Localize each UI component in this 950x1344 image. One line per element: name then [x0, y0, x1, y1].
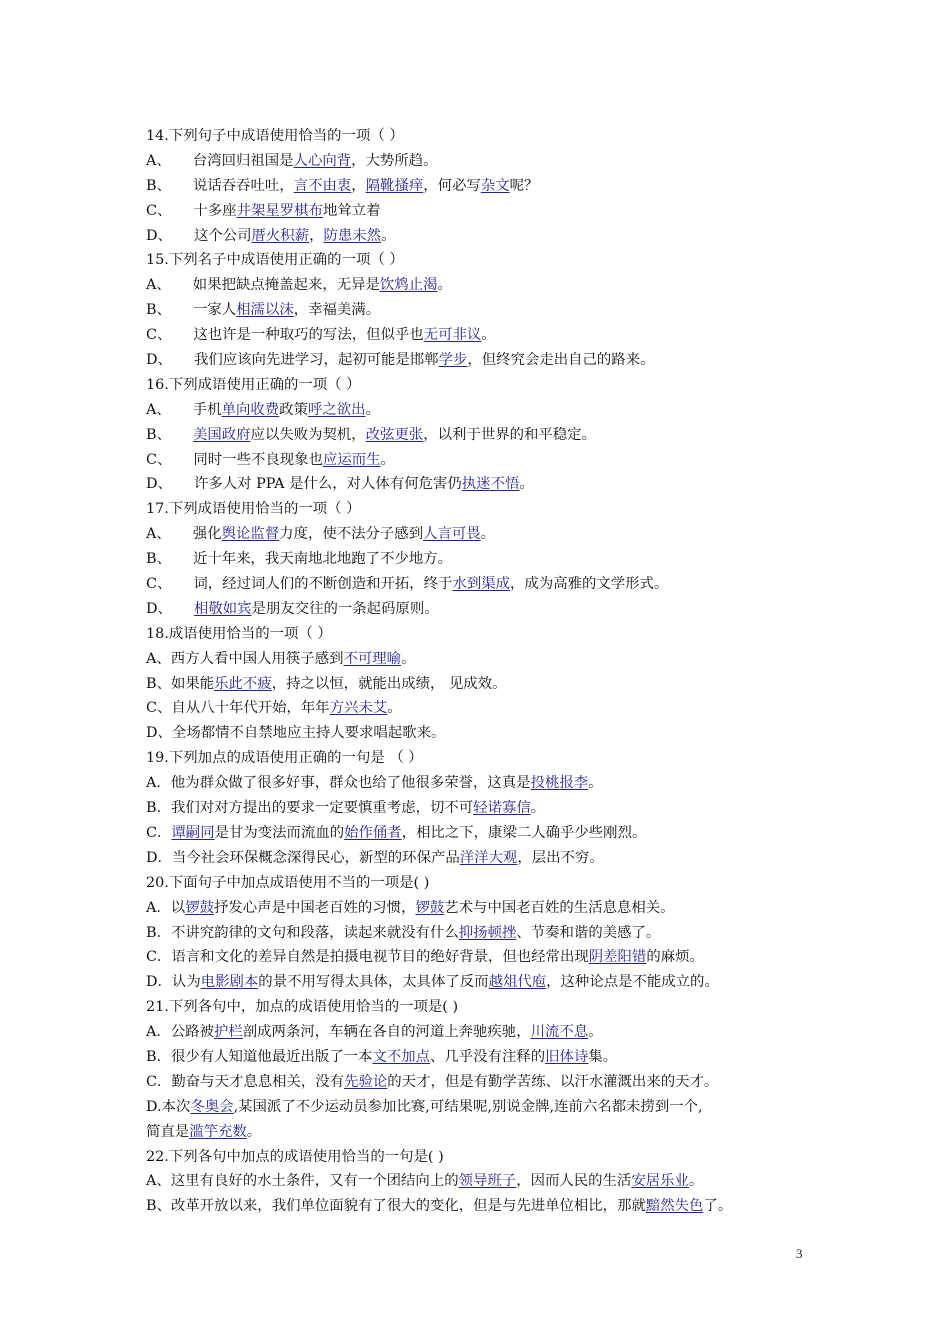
idiom-link[interactable]: 学步 — [438, 352, 468, 369]
text-segment: 政策 — [279, 401, 308, 418]
option-line — [146, 199, 826, 224]
text-segment: C．勤奋与天才息息相关，没有 — [146, 1073, 345, 1090]
question-line — [146, 995, 826, 1020]
option-line — [146, 448, 826, 473]
text-segment: 我们应该向先进学习，起初可能是邯郸 — [193, 352, 439, 369]
text-segment: 、节奏和谐的美感了。 — [516, 924, 661, 941]
text-segment: ，这种论点是不能成立的。 — [546, 974, 719, 991]
text-segment: B．不讲究韵律的文句和段落，读起来就没有什么 — [146, 924, 459, 941]
text-segment: 剖成两条河，车辆在各自的河道上奔驰疾驰， — [242, 1024, 531, 1041]
page-number: 3 — [796, 1246, 803, 1261]
idiom-link[interactable]: 轻诺寡信 — [473, 800, 531, 817]
text-segment: 。 — [380, 451, 395, 468]
option-line — [146, 224, 826, 249]
document-body — [146, 124, 826, 1219]
question-line — [146, 1120, 826, 1145]
option-label: D、 — [146, 352, 172, 369]
text-segment: 。 — [381, 227, 396, 244]
text-segment: 词，经过词人们的不断创造和开拓，终于 — [193, 576, 453, 593]
option-line — [146, 597, 826, 622]
idiom-link[interactable]: 相敬如宾 — [193, 600, 252, 617]
option-label: A、 — [146, 526, 171, 543]
option-label: D、 — [146, 476, 172, 493]
text-segment: 。 — [588, 1024, 603, 1041]
idiom-link[interactable]: 单向收费 — [221, 401, 280, 418]
text-segment: 这个公司 — [193, 227, 252, 244]
idiom-link[interactable]: 井架星罗棋布 — [236, 202, 323, 219]
text-segment: 18.成语使用恰当的一项（ ） — [146, 625, 332, 642]
text-segment: A．以 — [146, 899, 186, 916]
idiom-link[interactable]: 方兴未艾 — [329, 700, 388, 717]
text-segment: ，但终究会走出自己的路来。 — [467, 352, 655, 369]
idiom-link[interactable]: 执迷不悟 — [461, 476, 520, 493]
text-segment: 17.下列成语使用恰当的一项（ ） — [146, 501, 361, 518]
option-label: C、 — [146, 576, 172, 593]
question-line — [146, 821, 826, 846]
text-segment: A．他为群众做了很多好事，群众也给了他很多荣誉，这真是 — [146, 775, 531, 792]
text-segment: ，幸福美满。 — [293, 302, 381, 319]
text-segment: 19.下列加点的成语使用正确的一句是 （ ） — [146, 750, 423, 767]
idiom-link[interactable]: 投桃报李 — [530, 775, 589, 792]
idiom-link[interactable]: 水到渠成 — [452, 576, 511, 593]
idiom-link[interactable]: 相濡以沫 — [236, 302, 294, 319]
question-line — [146, 373, 826, 398]
text-segment: 。 — [365, 401, 380, 418]
question-line — [146, 1145, 826, 1170]
idiom-link[interactable]: 杂文 — [480, 177, 510, 194]
option-line — [146, 149, 826, 174]
text-segment: 台湾回归祖国是 — [192, 152, 294, 169]
text-segment: 许多人对 PPA 是什么，对人体有何危害仍 — [193, 476, 462, 493]
question-line — [146, 647, 826, 672]
text-segment: ， — [351, 177, 366, 194]
idiom-link[interactable]: 滥竽充数 — [189, 1123, 247, 1140]
text-segment: 是朋友交往的一条起码原则。 — [251, 600, 439, 617]
idiom-link[interactable]: 厝火积薪 — [251, 227, 310, 244]
text-segment: A、这里有良好的水土条件，又有一个团结向上的 — [146, 1173, 459, 1190]
text-segment: 近十年来，我天南地北地跑了不少地方。 — [192, 551, 453, 568]
text-segment: 的天才，但是有勤学苦练、以汗水灌溉出来的天才。 — [387, 1073, 719, 1090]
question-line — [146, 921, 826, 946]
text-segment: 。 — [437, 277, 452, 294]
text-segment: ，持之以恒，就能出成绩， 见成效。 — [271, 675, 507, 692]
idiom-link[interactable]: 谭嗣同 — [171, 824, 215, 841]
idiom-link[interactable]: 饮鸩止渴 — [379, 277, 438, 294]
question-line — [146, 1194, 826, 1219]
option-label: B、 — [146, 302, 171, 319]
text-segment: 。 — [481, 327, 496, 344]
text-segment: 呢？ — [509, 177, 539, 194]
text-segment: D.本次 — [146, 1098, 191, 1115]
option-line — [146, 398, 826, 423]
idiom-link[interactable]: 言不由衷 — [293, 177, 352, 194]
text-segment: 。 — [530, 800, 546, 817]
question-line — [146, 945, 826, 970]
option-line — [146, 174, 826, 199]
text-segment: ，成为高雅的文学形式。 — [510, 576, 669, 593]
text-segment: ,某国派了不少运动员参加比赛,可结果呢,别说金牌,连前六名都未捞到一个, — [233, 1098, 703, 1115]
option-label: C、 — [146, 202, 172, 219]
idiom-link[interactable]: 护栏 — [213, 1024, 243, 1041]
idiom-link[interactable]: 洋洋大观 — [459, 849, 518, 866]
text-segment: 。 — [480, 526, 496, 543]
text-segment: ，大势所趋。 — [351, 152, 438, 169]
option-line — [146, 348, 826, 373]
text-segment: ，因而人民的生活 — [516, 1173, 632, 1190]
question-line — [146, 1070, 826, 1095]
text-segment: 。 — [401, 650, 416, 667]
text-segment: 十多座 — [193, 202, 237, 219]
option-label: B、 — [146, 551, 171, 568]
text-segment: 20.下面句子中加点成语使用不当的一项是( ) — [146, 874, 430, 891]
text-segment: A、西方人看中国人用筷子感到 — [146, 650, 344, 667]
text-segment: 同时一些不良现象也 — [193, 451, 323, 468]
question-line — [146, 1045, 826, 1070]
text-segment: 说话吞吞吐吐， — [192, 177, 294, 194]
text-segment: A．公路被 — [146, 1024, 214, 1041]
idiom-link[interactable]: 旧体诗 — [545, 1048, 589, 1065]
text-segment: ，层出不穷。 — [517, 849, 604, 866]
idiom-link[interactable]: 黯然失色 — [645, 1198, 704, 1215]
text-segment: 简直是 — [146, 1123, 190, 1140]
text-segment: 的麻烦。 — [646, 949, 704, 966]
option-label: B、 — [146, 177, 171, 194]
question-line — [146, 746, 826, 771]
text-segment: ，何必写 — [423, 177, 481, 194]
text-segment: B．我们对对方提出的要求一定要慎重考虑，切不可 — [146, 800, 474, 817]
option-label: A、 — [146, 277, 171, 294]
text-segment: ， — [309, 227, 324, 244]
text-segment: 地耸立着 — [322, 202, 381, 219]
text-segment: 16.下列成语使用正确的一项（ ） — [146, 376, 361, 393]
idiom-link[interactable]: 川流不息 — [530, 1024, 589, 1041]
text-segment: 21.下列各句中，加点的成语使用恰当的一项是( ) — [146, 999, 459, 1016]
text-segment: C、自从八十年代开始，年年 — [146, 700, 330, 717]
idiom-link[interactable]: 锣鼓 — [185, 899, 214, 916]
idiom-link[interactable]: 先验论 — [344, 1073, 388, 1090]
text-segment: 手机 — [192, 401, 222, 418]
text-segment: C． — [146, 824, 172, 841]
text-segment: 。 — [246, 1123, 262, 1140]
question-line — [146, 1169, 826, 1194]
text-segment: C．语言和文化的差异自然是拍摄电视节目的绝好背景，但也经常出现 — [146, 949, 589, 966]
question-line — [146, 771, 826, 796]
idiom-link[interactable]: 领导班子 — [458, 1173, 517, 1190]
text-segment: 。 — [387, 700, 402, 717]
text-segment: 。 — [519, 476, 534, 493]
option-line — [146, 273, 826, 298]
idiom-link[interactable]: 防患未然 — [323, 227, 382, 244]
text-segment: 14.下列句子中成语使用恰当的一项（ ） — [146, 128, 404, 144]
idiom-link[interactable]: 乐此不疲 — [214, 675, 272, 692]
option-line — [146, 472, 826, 497]
idiom-link[interactable]: 无可非议 — [423, 327, 482, 344]
option-label: A、 — [146, 401, 171, 418]
text-segment: ，相比之下，康梁二人确乎少些刚烈。 — [401, 824, 647, 841]
text-segment: 、几乎没有注释的 — [430, 1048, 546, 1065]
idiom-link[interactable]: 舆论监督 — [221, 526, 280, 543]
question-line — [146, 124, 826, 149]
text-segment: 艺术与中国老百姓的生活息息相关。 — [444, 899, 675, 916]
idiom-link[interactable]: 应运而生 — [322, 451, 381, 468]
text-segment: 22.下列各句中加点的成语使用恰当的一句是( ) — [146, 1148, 444, 1165]
option-label: C、 — [146, 327, 172, 344]
text-segment: B、如果能 — [146, 675, 215, 692]
question-line — [146, 696, 826, 721]
option-label: C、 — [146, 451, 172, 468]
question-line — [146, 896, 826, 921]
question-line — [146, 248, 826, 273]
text-segment: B、改革开放以来，我们单位面貌有了很大的变化，但是与先进单位相比，那就 — [146, 1198, 646, 1215]
question-line — [146, 846, 826, 871]
idiom-link[interactable]: 呼之欲出 — [307, 401, 366, 418]
text-segment: 如果把缺点掩盖起来，无异是 — [192, 277, 380, 294]
option-label: D、 — [146, 227, 172, 244]
text-segment: ，以利于世界的和平稳定。 — [423, 426, 596, 443]
idiom-link[interactable]: 越俎代庖 — [488, 974, 547, 991]
text-segment: 一家人 — [192, 302, 237, 319]
question-line — [146, 796, 826, 821]
idiom-link[interactable]: 冬奥会 — [190, 1098, 234, 1115]
text-segment: 的景不用写得太具体，太具体了反而 — [258, 974, 489, 991]
text-segment: 这也许是一种取巧的写法，但似乎也 — [193, 327, 424, 344]
option-line — [146, 423, 826, 448]
question-line — [146, 871, 826, 896]
idiom-link[interactable]: 电影剧本 — [200, 974, 259, 991]
idiom-link[interactable]: 美国政府 — [192, 426, 251, 443]
text-segment: D、全场都情不自禁地应主持人要求唱起歌来。 — [146, 725, 446, 742]
text-segment: 应以失败为契机， — [250, 426, 366, 443]
option-label: A、 — [146, 152, 171, 169]
option-line — [146, 323, 826, 348]
idiom-link[interactable]: 不可理喻 — [343, 650, 402, 667]
text-segment: 。 — [588, 775, 603, 792]
option-label: B、 — [146, 426, 171, 443]
idiom-link[interactable]: 人心向背 — [293, 152, 352, 169]
question-line — [146, 970, 826, 995]
text-segment: 。 — [688, 1173, 704, 1190]
idiom-link[interactable]: 锣鼓 — [415, 899, 445, 916]
option-line — [146, 522, 826, 547]
text-segment: 15.下列名子中成语使用正确的一项（ ） — [146, 252, 404, 269]
text-segment: 强化 — [192, 526, 222, 543]
idiom-link[interactable]: 始作俑者 — [344, 824, 402, 841]
idiom-link[interactable]: 人言可畏 — [423, 526, 481, 543]
question-line — [146, 622, 826, 647]
text-segment: D．当今社会环保概念深得民心，新型的环保产品 — [146, 849, 460, 866]
question-line — [146, 672, 826, 697]
idiom-link[interactable]: 隔靴搔痒 — [365, 177, 424, 194]
question-line — [146, 497, 826, 522]
idiom-link[interactable]: 文不加点 — [372, 1048, 431, 1065]
text-segment: 力度，使不法分子感到 — [279, 526, 424, 543]
idiom-link[interactable]: 改弦更张 — [365, 426, 424, 443]
option-line — [146, 298, 826, 323]
text-segment: 集。 — [588, 1048, 618, 1065]
idiom-link[interactable]: 抑扬顿挫 — [458, 924, 517, 941]
text-segment: B．很少有人知道他最近出版了一本 — [146, 1048, 373, 1065]
question-line — [146, 1020, 826, 1045]
option-line — [146, 572, 826, 597]
idiom-link[interactable]: 阴差阳错 — [588, 949, 647, 966]
text-segment: D．认为 — [146, 974, 201, 991]
option-line — [146, 547, 826, 572]
text-segment: 了。 — [703, 1198, 733, 1215]
question-line — [146, 1095, 826, 1120]
text-segment: 抒发心声是中国老百姓的习惯， — [213, 899, 416, 916]
question-line — [146, 721, 826, 746]
idiom-link[interactable]: 安居乐业 — [631, 1173, 689, 1190]
option-label: D、 — [146, 600, 172, 617]
text-segment: 是甘为变法而流血的 — [214, 824, 345, 841]
